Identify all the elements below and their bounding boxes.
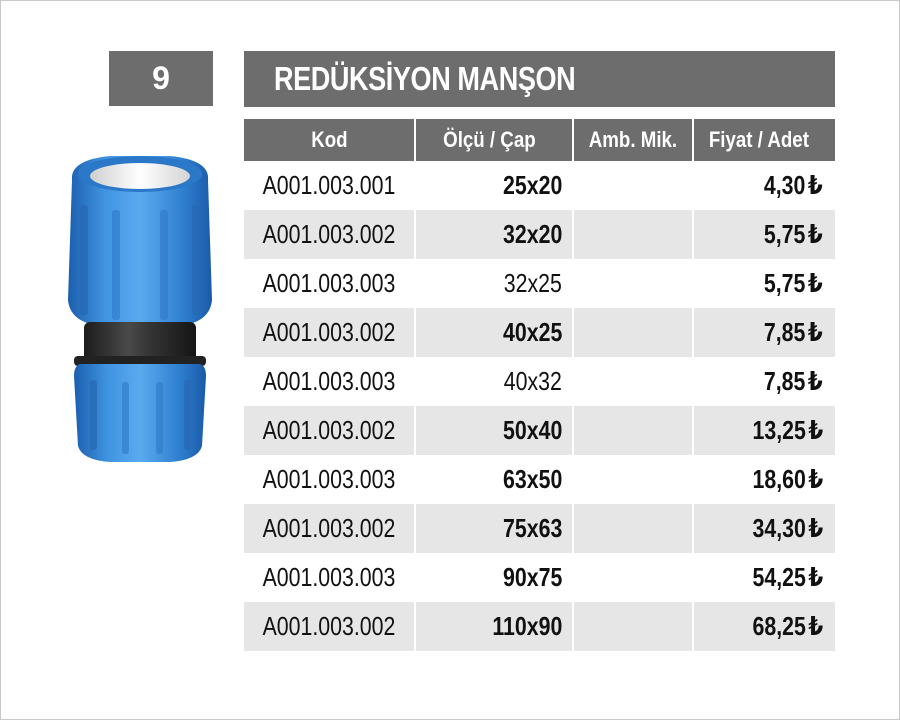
row-price: 5,75₺ (764, 268, 823, 298)
row-price: 5,75₺ (764, 219, 823, 249)
row-size: 110x90 (492, 611, 562, 641)
section-title (244, 51, 835, 107)
row-size: 32x20 (502, 219, 562, 249)
header-amb: Amb. Mik. (572, 119, 692, 161)
row-code: A001.003.002 (262, 415, 396, 445)
lira-icon: ₺ (808, 317, 823, 347)
price-table (244, 119, 835, 651)
row-size: 63x50 (502, 464, 562, 494)
header-price: Fiyat / Adet (692, 119, 835, 161)
lira-icon: ₺ (808, 464, 823, 494)
table-row (244, 357, 835, 406)
row-size: 40x25 (502, 317, 562, 347)
table-row (244, 504, 835, 553)
row-code: A001.003.002 (262, 219, 396, 249)
row-size: 50x40 (502, 415, 562, 445)
section-number-text: 9 (152, 60, 170, 96)
section-number (109, 51, 213, 106)
row-price: 4,30₺ (764, 170, 823, 200)
row-size: 25x20 (502, 170, 562, 200)
row-price: 7,85₺ (764, 317, 823, 347)
row-code: A001.003.003 (262, 562, 396, 592)
lira-icon: ₺ (808, 415, 823, 445)
table-row (244, 553, 835, 602)
table-row (244, 406, 835, 455)
row-price: 13,25₺ (752, 415, 823, 445)
table-header-row (244, 119, 835, 161)
lira-icon: ₺ (808, 170, 823, 200)
row-code: A001.003.002 (262, 513, 396, 543)
table-row (244, 259, 835, 308)
row-size: 75x63 (502, 513, 562, 543)
row-price: 34,30₺ (752, 513, 823, 543)
lira-icon: ₺ (808, 366, 823, 396)
section-title-text: REDÜKSİYON MANŞON (274, 60, 576, 97)
header-code: Kod (244, 119, 414, 161)
table-row (244, 455, 835, 504)
row-code: A001.003.001 (262, 170, 396, 200)
row-size: 32x25 (503, 268, 562, 298)
row-size: 40x32 (503, 366, 562, 396)
table-row (244, 210, 835, 259)
row-code: A001.003.003 (262, 464, 396, 494)
row-code: A001.003.002 (262, 317, 396, 347)
lira-icon: ₺ (808, 268, 823, 298)
reducing-coupling-icon (60, 150, 220, 465)
row-code: A001.003.003 (262, 268, 396, 298)
lira-icon: ₺ (808, 611, 823, 641)
row-price: 18,60₺ (752, 464, 823, 494)
lira-icon: ₺ (808, 562, 823, 592)
table-row (244, 308, 835, 357)
table-row (244, 161, 835, 210)
row-code: A001.003.002 (262, 611, 396, 641)
lira-icon: ₺ (808, 513, 823, 543)
row-size: 90x75 (502, 562, 562, 592)
lira-icon: ₺ (808, 219, 823, 249)
row-price: 7,85₺ (764, 366, 823, 396)
row-code: A001.003.003 (262, 366, 396, 396)
row-price: 68,25₺ (752, 611, 823, 641)
table-row (244, 602, 835, 651)
header-size: Ölçü / Çap (414, 119, 572, 161)
row-price: 54,25₺ (752, 562, 823, 592)
